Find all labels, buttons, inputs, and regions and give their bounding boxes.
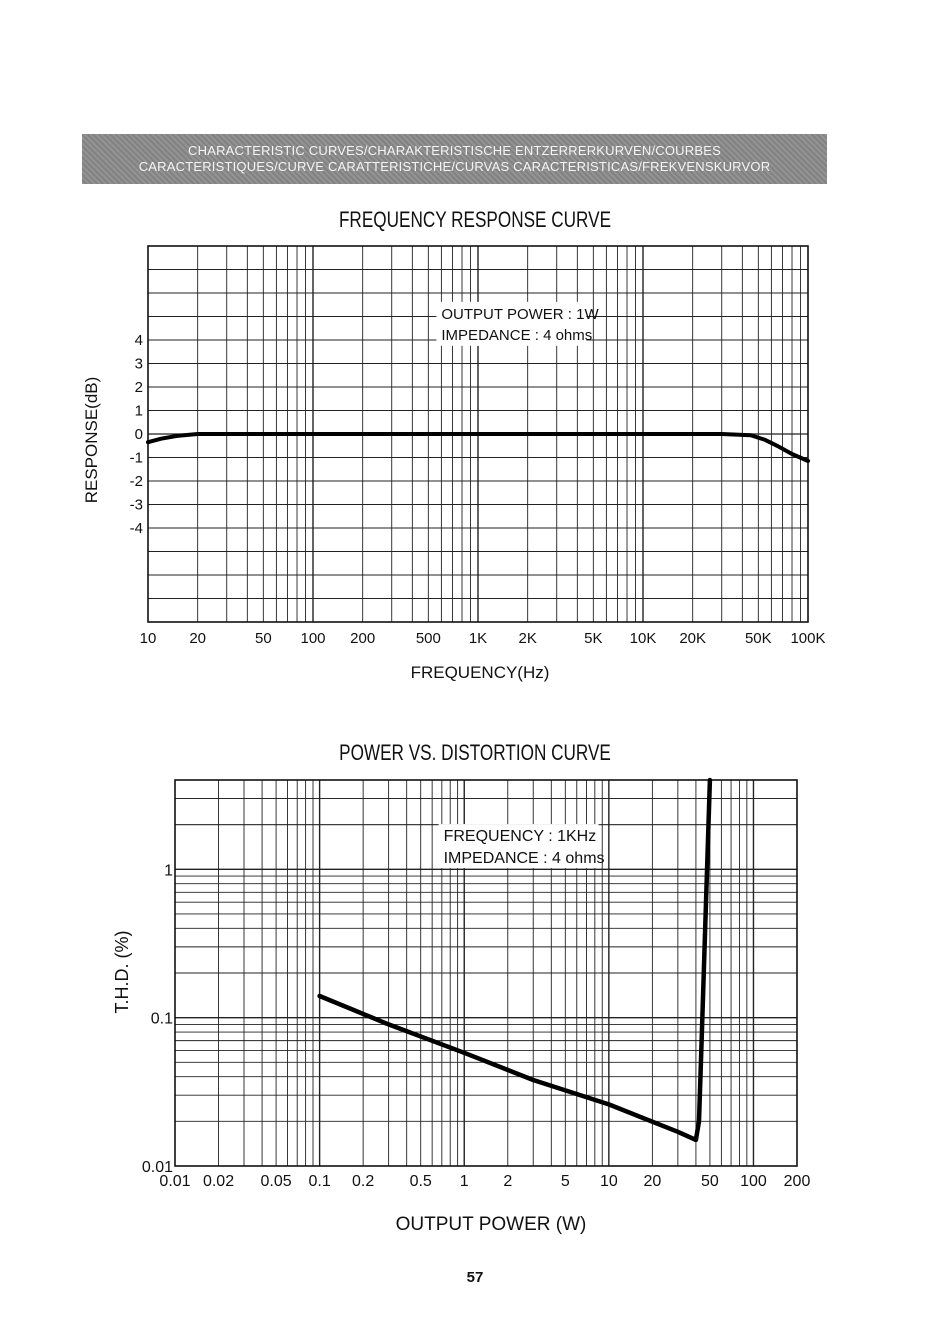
frequency-x-tick-label: 200 <box>350 630 376 647</box>
header-line-1: CHARACTERISTIC CURVES/CHARAKTERISTISCHE ENTZERRERKURVEN/COURBES <box>188 143 721 158</box>
frequency-x-tick-label: 20 <box>189 630 207 647</box>
distortion-y-tick-label: 0.1 <box>150 1010 173 1028</box>
distortion-x-tick-label: 0.01 <box>159 1173 191 1190</box>
frequency-x-axis-label: FREQUENCY(Hz) <box>410 663 550 682</box>
frequency-x-tick-label: 500 <box>415 630 441 647</box>
frequency-y-tick-label: 1 <box>134 402 143 420</box>
frequency-annotation: OUTPUT POWER : 1W <box>441 305 599 323</box>
distortion-x-tick-label: 0.5 <box>409 1173 432 1190</box>
distortion-x-tick-label: 5 <box>560 1173 570 1190</box>
frequency-y-tick-label: -1 <box>129 449 143 467</box>
distortion-x-tick-label: 0.2 <box>352 1173 375 1190</box>
frequency-y-tick-label: 2 <box>134 379 143 396</box>
distortion-annotation: FREQUENCY : 1KHz <box>443 828 597 846</box>
frequency-y-tick-label: 0 <box>134 426 143 443</box>
frequency-x-tick-label: 5K <box>584 630 603 647</box>
frequency-x-tick-label: 10 <box>139 630 157 647</box>
frequency-y-tick-label: 3 <box>134 355 143 373</box>
distortion-x-tick-label: 0.1 <box>308 1173 331 1190</box>
page-number: 57 <box>466 1269 484 1286</box>
frequency-x-tick-label: 2K <box>518 630 537 647</box>
distortion-x-tick-label: 0.02 <box>202 1173 235 1190</box>
distortion-y-tick-label: 0.01 <box>141 1159 173 1176</box>
header-line-2: CARACTERISTIQUES/CURVE CARATTERISTICHE/CURVAS CARACTERISTICAS/FREKVENSKURVOR <box>138 159 771 174</box>
distortion-chart-title: POWER VS. DISTORTION CURVE <box>339 740 611 765</box>
frequency-y-tick-label: 4 <box>134 332 143 349</box>
distortion-x-tick-label: 20 <box>643 1173 662 1190</box>
power-distortion-chart <box>112 780 810 1235</box>
frequency-x-tick-label: 100K <box>790 630 826 647</box>
frequency-y-tick-label: -4 <box>129 520 143 537</box>
frequency-annotation: IMPEDANCE : 4 ohms <box>441 326 593 344</box>
frequency-y-axis-label: RESPONSE(dB) <box>82 376 101 504</box>
distortion-y-axis-label: T.H.D. (%) <box>112 930 132 1014</box>
frequency-x-tick-label: 50 <box>254 630 272 647</box>
distortion-x-tick-label: 200 <box>783 1173 811 1190</box>
distortion-x-tick-label: 10 <box>599 1173 618 1190</box>
distortion-x-tick-label: 50 <box>701 1173 719 1190</box>
distortion-x-tick-label: 100 <box>740 1173 767 1190</box>
frequency-x-tick-label: 1K <box>468 630 488 647</box>
frequency-x-tick-label: 50K <box>744 630 772 647</box>
distortion-x-tick-label: 1 <box>459 1173 469 1190</box>
frequency-x-tick-label: 100 <box>300 630 326 647</box>
distortion-x-axis-label: OUTPUT POWER (W) <box>395 1214 587 1235</box>
distortion-annotation: IMPEDANCE : 4 ohms <box>443 850 605 868</box>
frequency-y-tick-label: -2 <box>129 473 143 490</box>
frequency-x-tick-label: 20K <box>679 630 707 647</box>
distortion-x-tick-label: 2 <box>503 1173 513 1190</box>
distortion-x-tick-label: 0.05 <box>260 1173 292 1190</box>
distortion-y-tick-label: 1 <box>164 862 173 880</box>
frequency-y-tick-label: -3 <box>129 496 143 514</box>
frequency-response-chart <box>82 246 826 682</box>
frequency-x-tick-label: 10K <box>629 630 657 647</box>
frequency-chart-title: FREQUENCY RESPONSE CURVE <box>338 207 612 232</box>
